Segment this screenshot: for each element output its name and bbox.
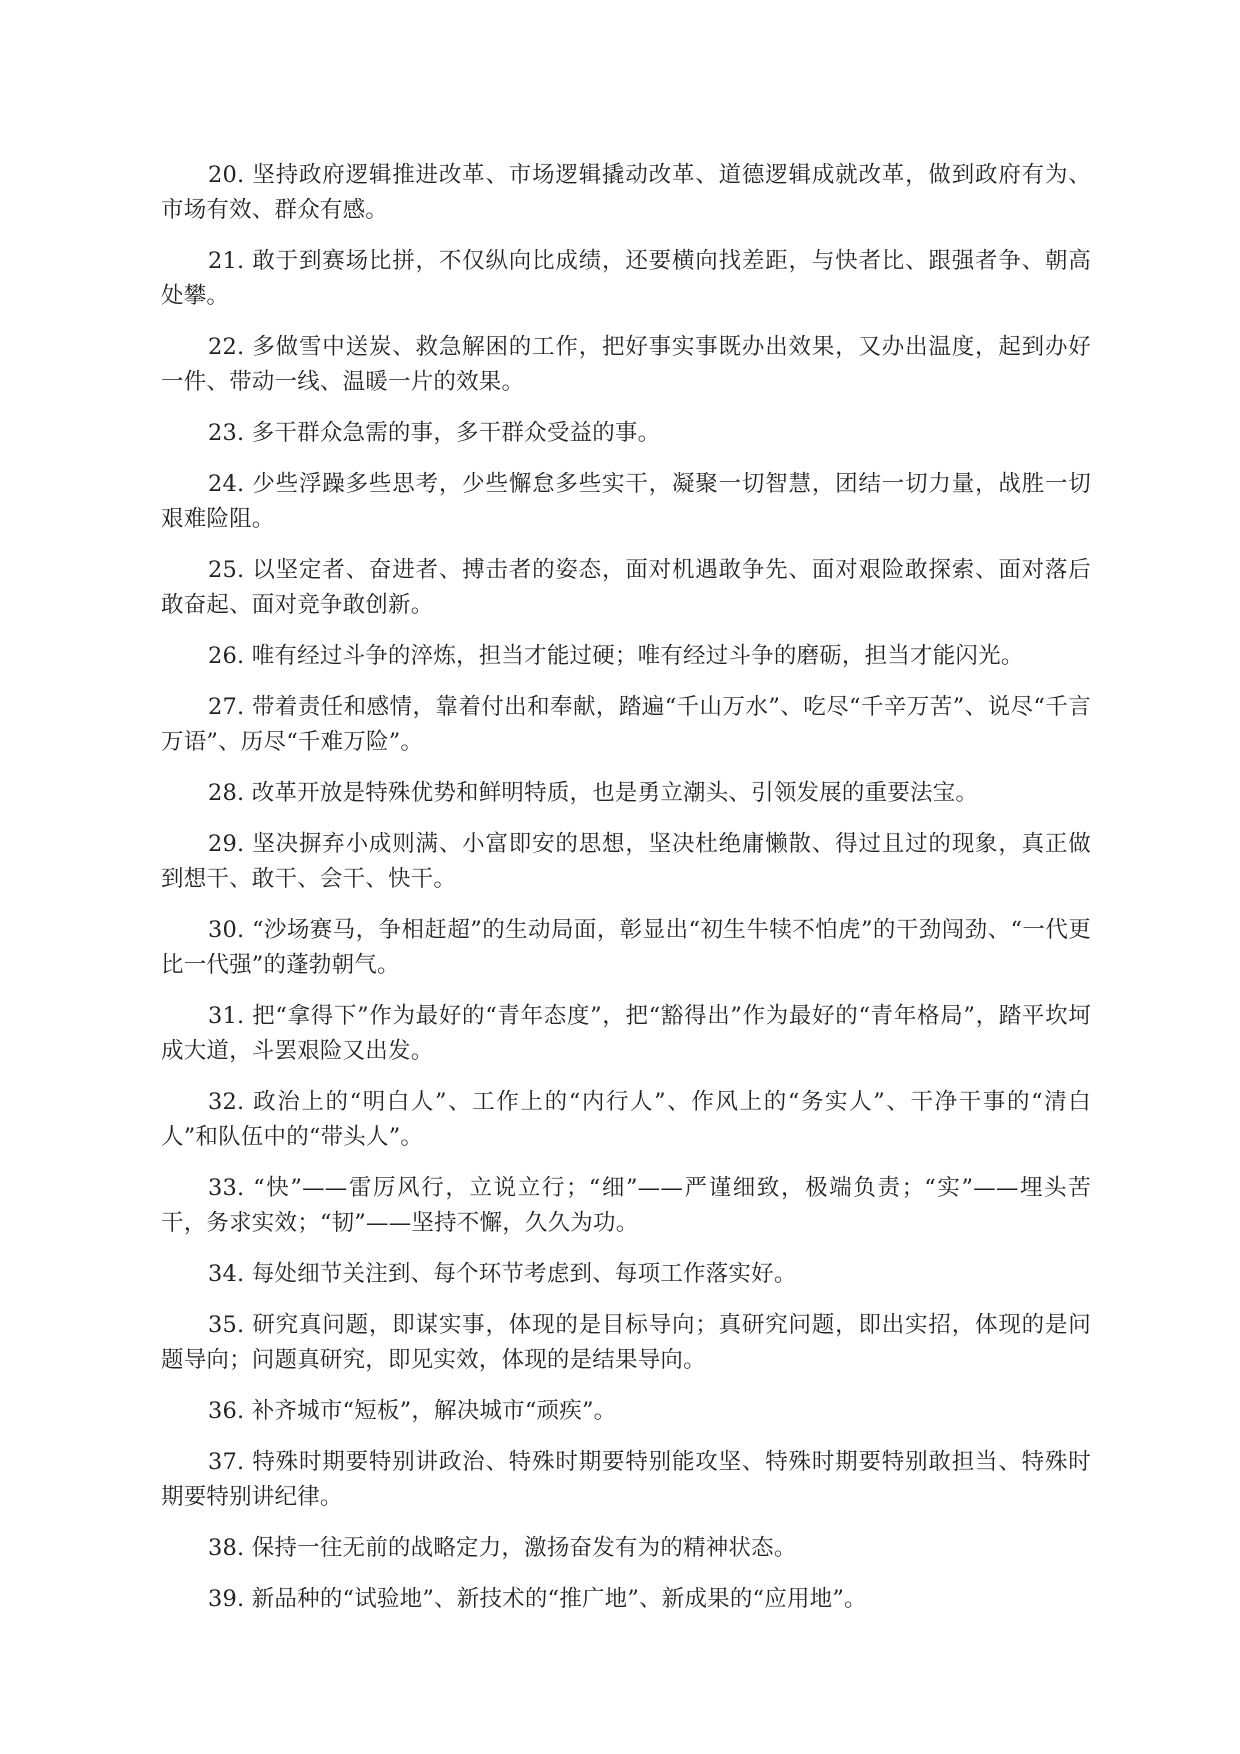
document-body [161,158,1091,1633]
list-item: 21. 敢于到赛场比拼，不仅纵向比成绩，还要横向找差距，与快者比、跟强者争、朝高处攀。 [161,248,1091,309]
list-item: 39. 新品种的“试验地”、新技术的“推广地”、新成果的“应用地”。 [208,1586,867,1612]
list-item: 22. 多做雪中送炭、救急解困的工作，把好事实事既办出效果，又办出温度，起到办好一件、带动一线、温暖一片的效果。 [161,334,1091,395]
list-item: 26. 唯有经过斗争的淬炼，担当才能过硬；唯有经过斗争的磨砺，担当才能闪光。 [208,643,1024,669]
list-item: 34. 每处细节关注到、每个环节考虑到、每项工作落实好。 [208,1261,797,1287]
list-item: 35. 研究真问题，即谋实事，体现的是目标导向；真研究问题，即出实招，体现的是问题导向；问题真研究，即见实效，体现的是结果导向。 [161,1312,1091,1373]
list-item: 37. 特殊时期要特别讲政治、特殊时期要特别能攻坚、特殊时期要特别敢担当、特殊时期要特别讲纪律。 [161,1449,1091,1510]
list-item: 28. 改革开放是特殊优势和鲜明特质，也是勇立潮头、引领发展的重要法宝。 [208,780,979,806]
list-item: 31. 把“拿得下”作为最好的“青年态度”，把“豁得出”作为最好的“青年格局”，踏平坎坷成大道，斗罢艰险又出发。 [161,1003,1091,1064]
list-item: 23. 多干群众急需的事，多干群众受益的事。 [208,420,661,446]
list-item: 29. 坚决摒弃小成则满、小富即安的思想，坚决杜绝庸懒散、得过且过的现象，真正做到想干、敢干、会干、快干。 [161,831,1091,892]
list-item: 25. 以坚定者、奋进者、搏击者的姿态，面对机遇敢争先、面对艰险敢探索、面对落后敢奋起、面对竞争敢创新。 [161,557,1091,618]
list-item: 38. 保持一往无前的战略定力，激扬奋发有为的精神状态。 [208,1535,797,1561]
list-item: 32. 政治上的“明白人”、工作上的“内行人”、作风上的“务实人”、干净干事的“清白人”和队伍中的“带头人”。 [161,1089,1091,1150]
list-item: 30. “沙场赛马，争相赶超”的生动局面，彰显出“初生牛犊不怕虎”的干劲闯劲、“一代更比一代强”的蓬勃朝气。 [161,917,1091,978]
list-item: 36. 补齐城市“短板”，解决城市“顽疾”。 [208,1398,617,1424]
list-item: 27. 带着责任和感情，靠着付出和奉献，踏遍“千山万水”、吃尽“千辛万苦”、说尽“千言万语”、历尽“千难万险”。 [161,694,1091,755]
list-item: 33. “快”——雷厉风行，立说立行；“细”——严谨细致，极端负责；“实”——埋头苦干，务求实效；“韧”——坚持不懈，久久为功。 [161,1175,1091,1236]
list-item: 24. 少些浮躁多些思考，少些懈怠多些实干，凝聚一切智慧，团结一切力量，战胜一切艰难险阻。 [161,471,1091,532]
list-item: 20. 坚持政府逻辑推进改革、市场逻辑撬动改革、道德逻辑成就改革，做到政府有为、市场有效、群众有感。 [161,162,1091,223]
